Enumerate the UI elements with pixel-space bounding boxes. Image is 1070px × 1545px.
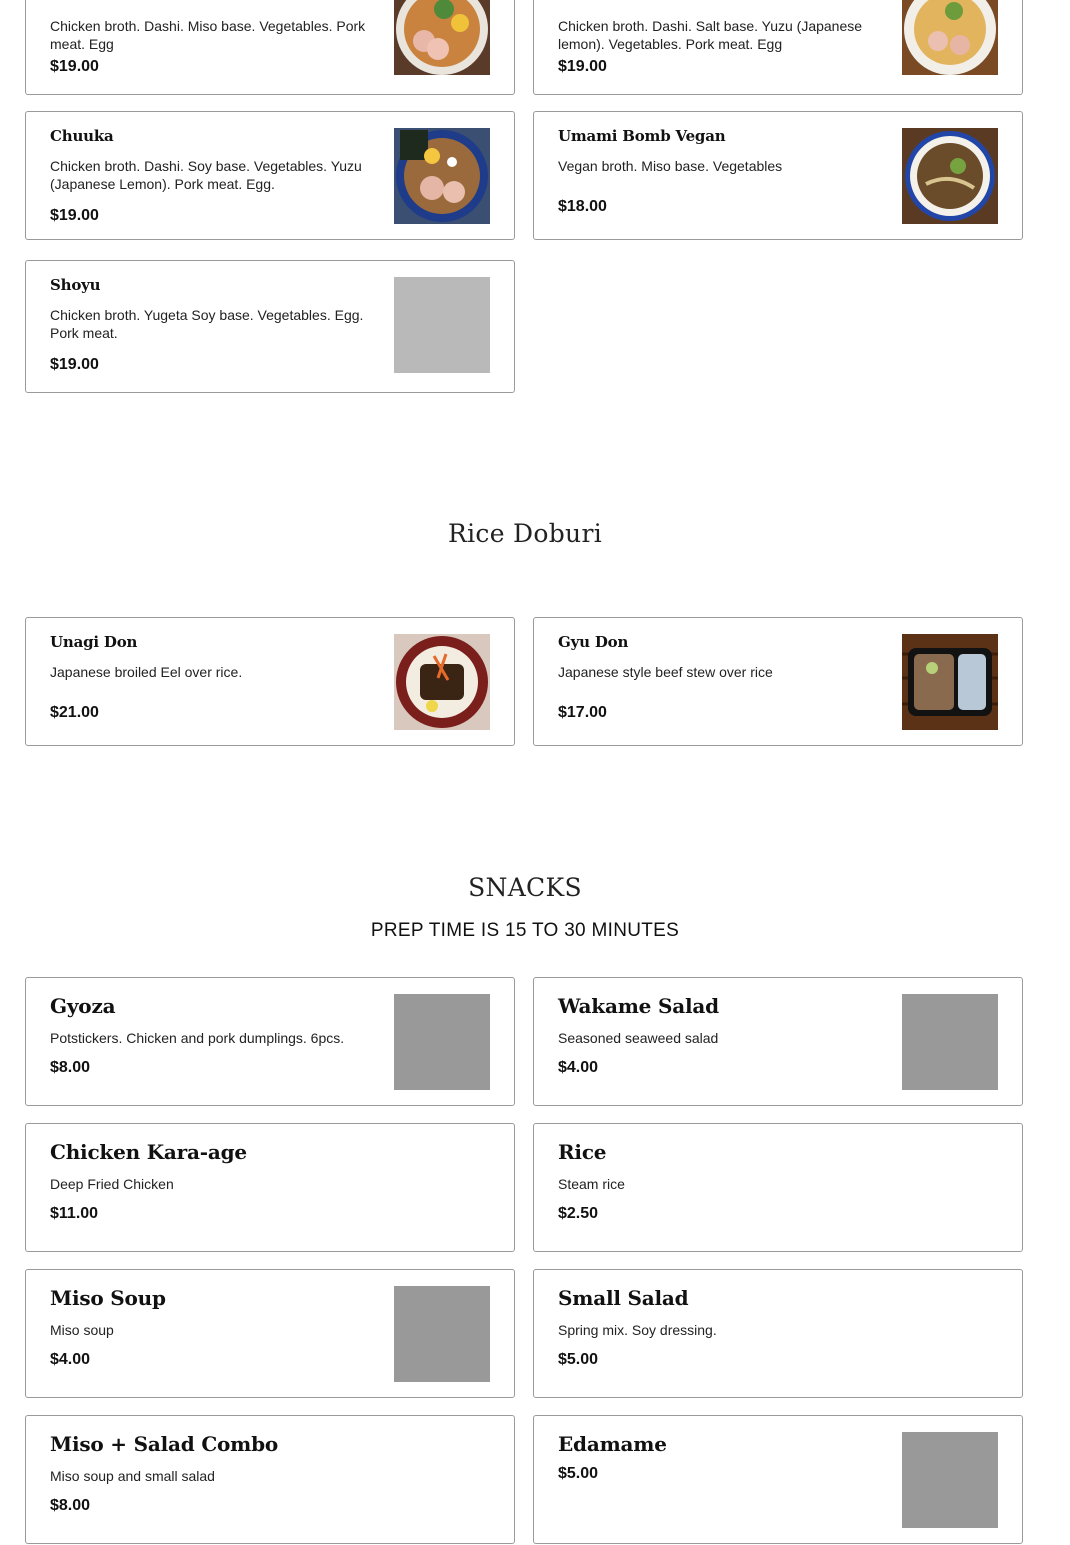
menu-item-card[interactable] bbox=[25, 0, 515, 95]
item-name: Edamame bbox=[558, 1432, 667, 1456]
item-price: $18.00 bbox=[558, 198, 607, 215]
item-price: $8.00 bbox=[50, 1059, 91, 1076]
item-name: Unagi Don bbox=[50, 633, 138, 651]
menu-item-card[interactable] bbox=[25, 1269, 515, 1398]
menu-item-card[interactable] bbox=[25, 977, 515, 1106]
ramen-bowl-photo bbox=[394, 0, 490, 75]
item-name: Shoyu bbox=[50, 276, 101, 294]
item-description: Steam rice bbox=[558, 1176, 625, 1192]
item-name: Miso + Salad Combo bbox=[50, 1432, 279, 1456]
item-name: Chicken Kara-age bbox=[50, 1140, 247, 1164]
section-title: SNACKS bbox=[468, 873, 582, 902]
item-description: Japanese style beef stew over rice bbox=[558, 664, 773, 680]
ramen-bowl-photo bbox=[394, 128, 490, 224]
item-name: Small Salad bbox=[558, 1286, 689, 1310]
item-name: Rice bbox=[558, 1140, 607, 1164]
image-placeholder bbox=[902, 994, 998, 1090]
item-price: $4.00 bbox=[558, 1059, 599, 1076]
item-name: Miso Soup bbox=[50, 1286, 166, 1310]
item-price: $4.00 bbox=[50, 1351, 91, 1368]
item-price: $19.00 bbox=[50, 58, 99, 75]
image-placeholder bbox=[394, 277, 490, 373]
item-price: $5.00 bbox=[558, 1351, 599, 1368]
menu-item-card[interactable] bbox=[25, 260, 515, 393]
unagi-bowl-photo bbox=[394, 634, 490, 730]
item-description: Chicken broth. Yugeta Soy base. Vegetables. Egg. Pork meat. bbox=[50, 307, 364, 341]
item-name: Gyu Don bbox=[558, 633, 629, 651]
item-description: Chicken broth. Dashi. Miso base. Vegetables. Pork meat. Egg bbox=[50, 18, 366, 52]
item-name: Gyoza bbox=[50, 994, 116, 1018]
item-price: $17.00 bbox=[558, 704, 607, 721]
menu-item-card[interactable] bbox=[533, 977, 1023, 1106]
menu-item-card[interactable] bbox=[25, 1123, 515, 1252]
item-description: Miso soup and small salad bbox=[50, 1468, 215, 1484]
item-name: Chuuka bbox=[50, 127, 114, 145]
menu-item-card[interactable] bbox=[533, 1415, 1023, 1544]
item-description: Chicken broth. Dashi. Salt base. Yuzu (Japanese lemon). Vegetables. Pork meat. Egg bbox=[558, 18, 863, 52]
item-description: Chicken broth. Dashi. Soy base. Vegetables. Yuzu (Japanese Lemon). Pork meat. Egg. bbox=[50, 158, 362, 192]
menu-item-card[interactable] bbox=[533, 0, 1023, 95]
image-placeholder bbox=[902, 1432, 998, 1528]
item-name: Umami Bomb Vegan bbox=[558, 127, 726, 145]
item-price: $2.50 bbox=[558, 1205, 599, 1222]
ramen-bowl-photo bbox=[902, 128, 998, 224]
menu-item-card[interactable] bbox=[533, 617, 1023, 746]
item-price: $19.00 bbox=[50, 356, 99, 373]
menu-item-card[interactable] bbox=[533, 1269, 1023, 1398]
item-price: $5.00 bbox=[558, 1465, 599, 1482]
ramen-bowl-photo bbox=[902, 0, 998, 75]
item-description: Potstickers. Chicken and pork dumplings. 6pcs. bbox=[50, 1030, 345, 1046]
item-description: Deep Fried Chicken bbox=[50, 1176, 174, 1192]
item-price: $19.00 bbox=[50, 207, 99, 224]
section-title: Rice Doburi bbox=[447, 519, 602, 548]
gyudon-container-photo bbox=[902, 634, 998, 730]
menu-item-card[interactable] bbox=[25, 111, 515, 240]
item-description: Spring mix. Soy dressing. bbox=[558, 1322, 717, 1338]
image-placeholder bbox=[394, 1286, 490, 1382]
menu-item-card[interactable] bbox=[25, 1415, 515, 1544]
section-subtitle: PREP TIME IS 15 TO 30 MINUTES bbox=[370, 920, 680, 941]
menu-item-card[interactable] bbox=[533, 1123, 1023, 1252]
item-description: Miso soup bbox=[50, 1322, 114, 1338]
item-name: Wakame Salad bbox=[558, 994, 719, 1018]
item-description: Japanese broiled Eel over rice. bbox=[50, 664, 243, 680]
image-placeholder bbox=[394, 994, 490, 1090]
item-price: $21.00 bbox=[50, 704, 99, 721]
item-description: Vegan broth. Miso base. Vegetables bbox=[558, 158, 783, 174]
item-price: $19.00 bbox=[558, 58, 607, 75]
menu-item-card[interactable] bbox=[25, 617, 515, 746]
item-price: $8.00 bbox=[50, 1497, 91, 1514]
menu-item-card[interactable] bbox=[533, 111, 1023, 240]
item-price: $11.00 bbox=[50, 1205, 99, 1222]
item-description: Seasoned seaweed salad bbox=[558, 1030, 719, 1046]
